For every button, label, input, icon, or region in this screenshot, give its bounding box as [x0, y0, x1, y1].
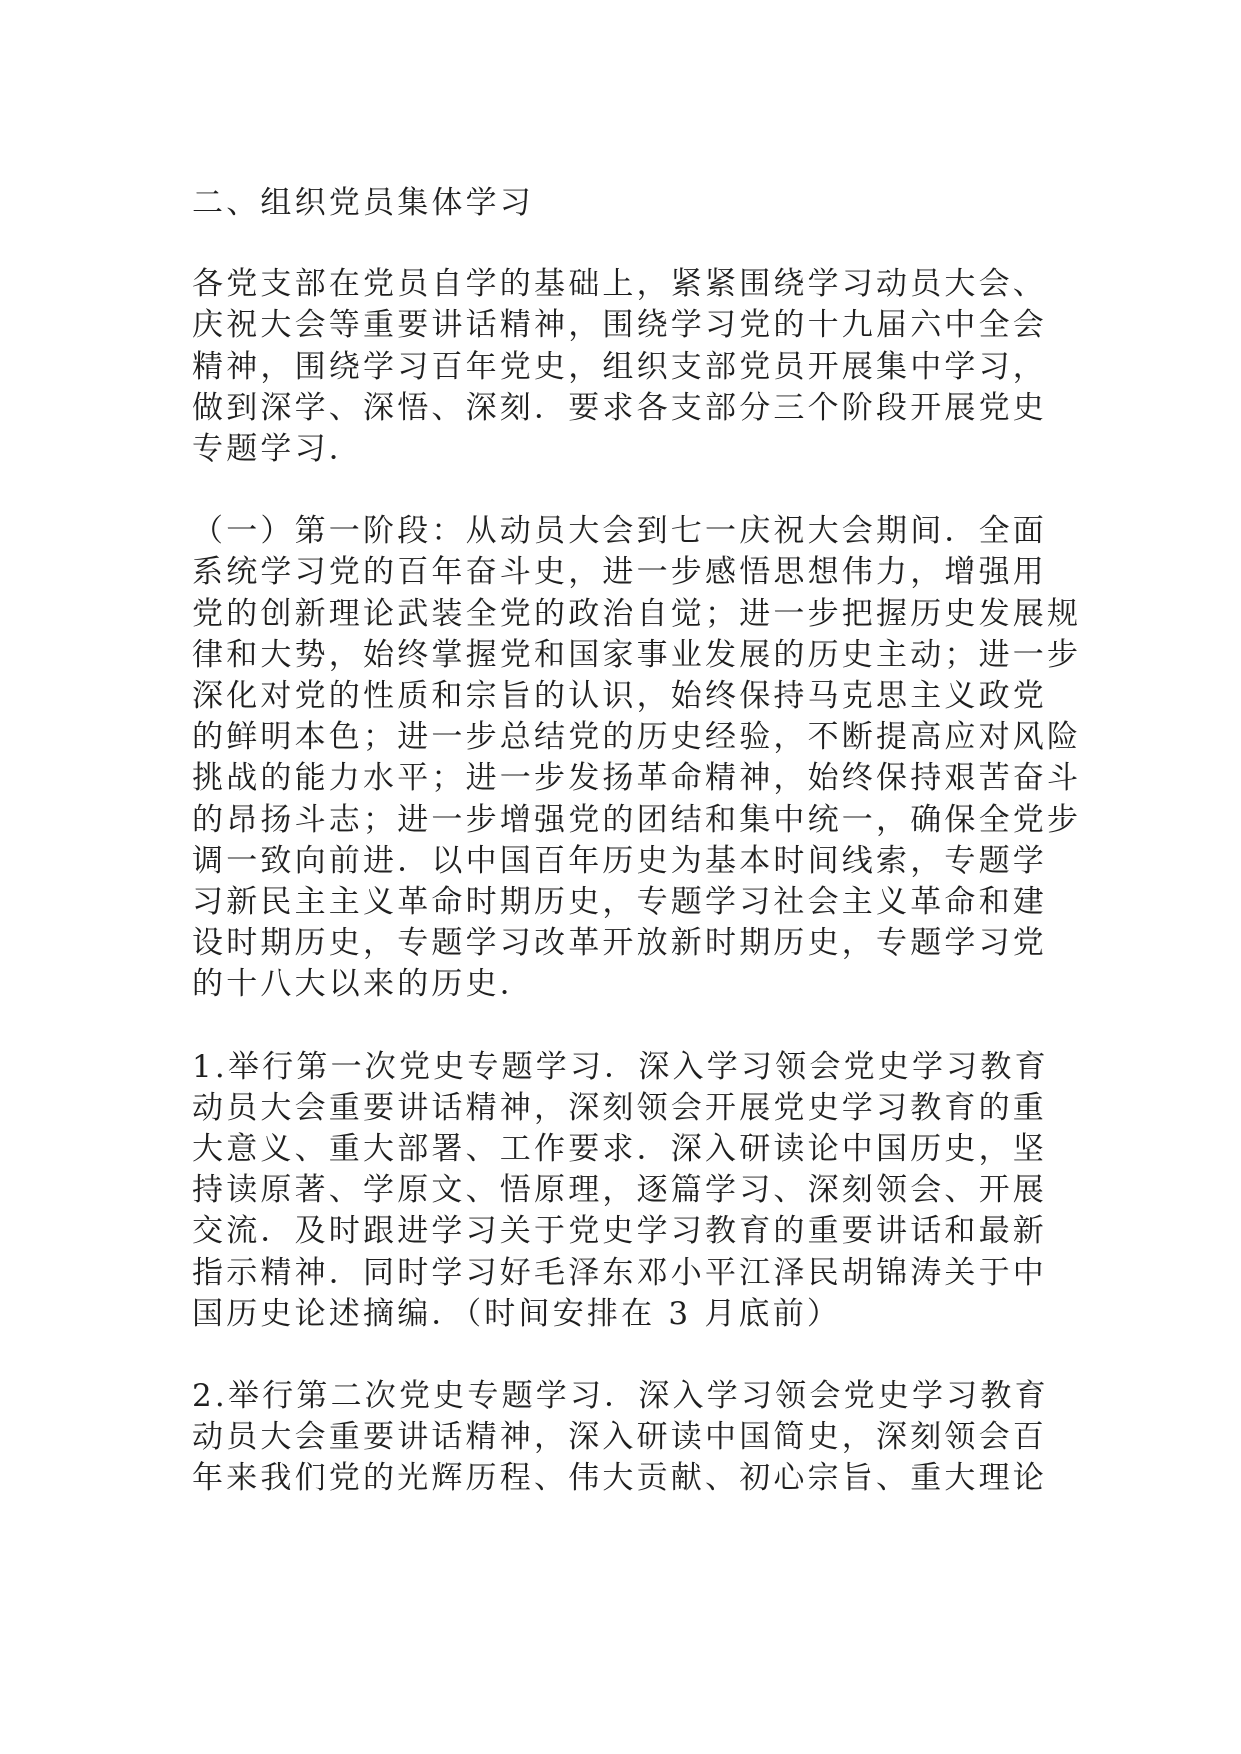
paragraph-stage-one	[192, 511, 1082, 1005]
text-line: 年来我们党的光辉历程、伟大贡献、初心宗旨、重大理论	[192, 1460, 1047, 1497]
text-line: 交流．及时跟进学习关于党史学习教育的重要讲话和最新	[192, 1213, 1047, 1250]
text-line: 党的创新理论武装全党的政治自觉；进一步把握历史发展规	[192, 595, 1082, 632]
paragraph-item-1	[192, 1047, 1049, 1335]
text-line: 做到深学、深悟、深刻．要求各支部分三个阶段开展党史	[192, 389, 1047, 426]
text-line: 指示精神．同时学习好毛泽东邓小平江泽民胡锦涛关于中	[192, 1254, 1047, 1291]
text-line: 习新民主主义革命时期历史，专题学习社会主义革命和建	[192, 884, 1047, 921]
text-line: 调一致向前进．以中国百年历史为基本时间线索，专题学	[192, 842, 1047, 879]
text-line: 2.举行第二次党史专题学习．深入学习领会党史学习教育	[192, 1378, 1049, 1415]
text-line: （一）第一阶段：从动员大会到七一庆祝大会期间．全面	[192, 513, 1047, 550]
text-line: 各党支部在党员自学的基础上，紧紧围绕学习动员大会、	[192, 266, 1047, 303]
text-line: 专题学习．	[192, 431, 363, 468]
text-line: 国历史论述摘编．（时间安排在 3 月底前）	[192, 1295, 842, 1332]
text-line: 精神，围绕学习百年党史，组织支部党员开展集中学习，	[192, 348, 1047, 385]
text-line: 系统学习党的百年奋斗史，进一步感悟思想伟力，增强用	[192, 554, 1047, 591]
text-line: 庆祝大会等重要讲话精神，围绕学习党的十九届六中全会	[192, 307, 1047, 344]
text-line: 大意义、重大部署、工作要求．深入研读论中国历史，坚	[192, 1131, 1047, 1168]
text-line: 设时期历史，专题学习改革开放新时期历史，专题学习党	[192, 925, 1047, 962]
document-body	[192, 183, 1082, 1500]
text-line: 的昂扬斗志；进一步增强党的团结和集中统一，确保全党步	[192, 801, 1082, 838]
paragraph-item-2	[192, 1376, 1049, 1500]
text-line: 的鲜明本色；进一步总结党的历史经验，不断提高应对风险	[192, 719, 1082, 756]
text-line: 的十八大以来的历史．	[192, 966, 534, 1003]
text-line: 深化对党的性质和宗旨的认识，始终保持马克思主义政党	[192, 678, 1047, 715]
paragraph-intro	[192, 264, 1047, 470]
text-line: 动员大会重要讲话精神，深入研读中国简史，深刻领会百	[192, 1419, 1047, 1456]
text-line: 持读原著、学原文、悟原理，逐篇学习、深刻领会、开展	[192, 1172, 1047, 1209]
text-line: 律和大势，始终掌握党和国家事业发展的历史主动；进一步	[192, 636, 1082, 673]
text-line: 动员大会重要讲话精神，深刻领会开展党史学习教育的重	[192, 1089, 1047, 1126]
text-line: 1.举行第一次党史专题学习．深入学习领会党史学习教育	[192, 1048, 1049, 1085]
text-line: 挑战的能力水平；进一步发扬革命精神，始终保持艰苦奋斗	[192, 760, 1082, 797]
section-heading: 二、组织党员集体学习	[192, 185, 534, 221]
